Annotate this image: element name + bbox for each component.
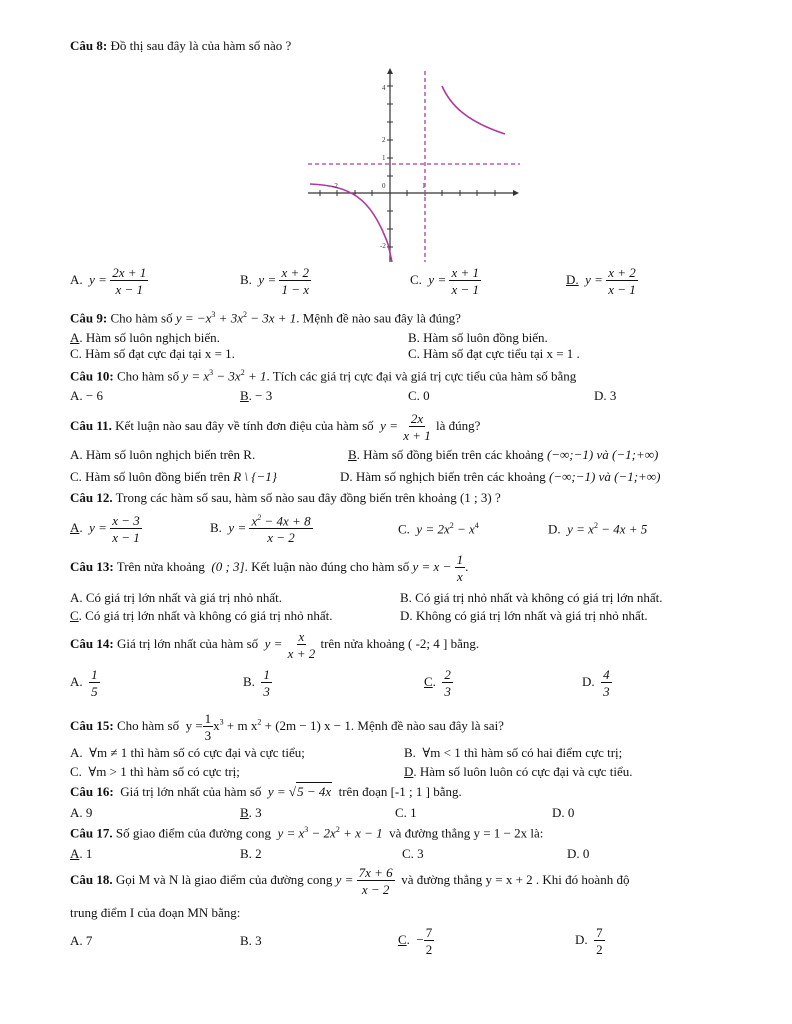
q14-option-b: B. $\frac{1}{3}$	[243, 667, 270, 699]
q11-option-c: C. Hàm số luôn đồng biến trên R \ {−1}	[70, 469, 277, 484]
q13-option-d: D. Không có giá trị lớn nhất và giá trị nhỏ nhất.	[400, 608, 648, 623]
q10-option-a: A. − 6	[70, 388, 103, 403]
q15-option-c: C. ∀m > 1 thì hàm số có cực trị;	[70, 764, 240, 779]
q8-question: Câu 8: Đồ thị sau đây là của hàm số nào ?	[70, 38, 292, 53]
graph-label-xneg2: -2	[332, 182, 338, 190]
q16-option-a: A. 9	[70, 805, 93, 820]
q13-option-b: B. Có giá trị nhỏ nhất và không có giá trị lớn nhất.	[400, 590, 663, 605]
q16-question: Câu 16: Giá trị lớn nhất của hàm số y = √5 − 4x trên đoạn [-1 ; 1 ] bằng.	[70, 784, 462, 799]
graph-label-4: 4	[382, 84, 386, 92]
q9-option-a: A. Hàm số luôn nghịch biến.	[70, 330, 220, 345]
q17-option-d: D. 0	[567, 846, 590, 861]
q9-option-c: C. Hàm số đạt cực đại tại x = 1.	[70, 346, 235, 361]
q12-option-b: B. y = $\frac{x^2 - 4x + 8}{x - 2}$	[210, 513, 311, 546]
q12-option-a: A. y = $\frac{x - 3}{x - 1}$	[70, 513, 140, 545]
q14-option-d: D. $\frac{4}{3}$	[582, 667, 610, 699]
q15-option-d: D. Hàm số luôn luôn có cực đại và cực tiểu.	[404, 764, 633, 779]
graph-label-neg2: -2	[380, 242, 386, 250]
q16-option-b: B. 3	[240, 805, 262, 820]
q16-option-c: C. 1	[395, 805, 417, 820]
q8-option-a: A. y = $\frac{2x + 1}{x - 1}$	[70, 265, 147, 297]
q17-option-a: A. 1	[70, 846, 93, 861]
q9-option-b: B. Hàm số luôn đồng biến.	[408, 330, 548, 345]
q11-question: Câu 11. Kết luận nào sau đây về tính đơn điệu của hàm số y = $\frac{2x}{x + 1}$ là đúng?	[70, 411, 481, 443]
q12-option-c: C. $y = 2x^2 - x^4$	[398, 521, 479, 537]
q10-option-c: C. 0	[408, 388, 430, 403]
q8-graph	[300, 66, 525, 264]
graph-label-y1: 1	[382, 154, 386, 162]
q18-option-c: C. − $\frac{7}{2}$	[398, 925, 433, 957]
q17-option-b: B. 2	[240, 846, 262, 861]
q13-question: Câu 13: Trên nửa khoảng (0 ; 3]. Kết luận nào đúng cho hàm số y = x − $\frac{1}{x}$ .	[70, 552, 469, 584]
q8-option-d: D. y = $\frac{x + 2}{x - 1}$	[566, 265, 636, 297]
q18-option-d: D. $\frac{7}{2}$	[575, 925, 603, 957]
q10-question: Câu 10: Cho hàm số $y = x^3 - 3x^2 + 1$. Tích các giá trị cực đại và giá trị cực tiểu của hàm số bằng	[70, 368, 577, 384]
graph-label-x1: 1	[422, 182, 426, 190]
q11-option-b: B. Hàm số đồng biến trên các khoảng (−∞;−1) và (−1;+∞)	[348, 447, 659, 462]
q18-question: Câu 18. Gọi M và N là giao điểm của đường cong y = $\frac{7x + 6}{x - 2}$ và đường thẳng y = x + 2 . Khi đó hoành độ	[70, 865, 630, 897]
graph-label-2: 2	[382, 136, 386, 144]
graph-label-origin: 0	[382, 182, 386, 190]
q11-option-a: A. Hàm số luôn nghịch biến trên R.	[70, 447, 256, 462]
q17-option-c: C. 3	[402, 846, 424, 861]
q10-option-d: D. 3	[594, 388, 617, 403]
q15-question: Câu 15: Cho hàm số y = $\frac{1}{3}$ $x^3 + m$ $x^2 + (2m - 1) x - 1$. Mệnh đề nào sau đây là sai?	[70, 711, 504, 743]
q13-option-c: C. Có giá trị lớn nhất và không có giá trị nhỏ nhất.	[70, 608, 333, 623]
q8-option-c: C. y = $\frac{x + 1}{x - 1}$	[410, 265, 480, 297]
q18-option-a: A. 7	[70, 933, 93, 948]
q9-question: Câu 9: Cho hàm số $y = -x^3 + 3x^2 - 3x + 1$. Mệnh đề nào sau đây là đúng?	[70, 310, 461, 326]
q15-option-a: A. ∀m ≠ 1 thì hàm số có cực đại và cực tiểu;	[70, 745, 305, 760]
q18-question-line2: trung điểm I của đoạn MN bằng:	[70, 905, 241, 920]
q14-option-a: A. $\frac{1}{5}$	[70, 667, 98, 699]
q15-option-b: B. ∀m < 1 thì hàm số có hai điểm cực trị;	[404, 745, 623, 760]
q12-question: Câu 12. Trong các hàm số sau, hàm số nào sau đây đồng biến trên khoảng (1 ; 3) ?	[70, 490, 501, 505]
q13-option-a: A. Có giá trị lớn nhất và giá trị nhỏ nhất.	[70, 590, 282, 605]
q9-option-d: C. Hàm số đạt cực tiểu tại x = 1 .	[408, 346, 580, 361]
q10-option-b: B. − 3	[240, 388, 273, 403]
q18-option-b: B. 3	[240, 933, 262, 948]
q8-option-b: B. y = $\frac{x + 2}{1 - x}$	[240, 265, 310, 297]
q16-option-d: D. 0	[552, 805, 575, 820]
q11-option-d: D. Hàm số nghịch biến trên các khoảng (−∞;−1) và (−1;+∞)	[340, 469, 661, 484]
q14-option-c: C. $\frac{2}{3}$	[424, 667, 451, 699]
q14-question: Câu 14: Giá trị lớn nhất của hàm số y = $\frac{x}{x + 2}$ trên nửa khoảng ( -2; 4 ] bằng.	[70, 629, 480, 661]
q17-question: Câu 17. Số giao điểm của đường cong $y = x^3 - 2x^2 + x - 1$ và đường thẳng y = 1 − 2x là:	[70, 825, 544, 841]
q12-option-d: D. $y = x^2 - 4x + 5$	[548, 521, 648, 537]
